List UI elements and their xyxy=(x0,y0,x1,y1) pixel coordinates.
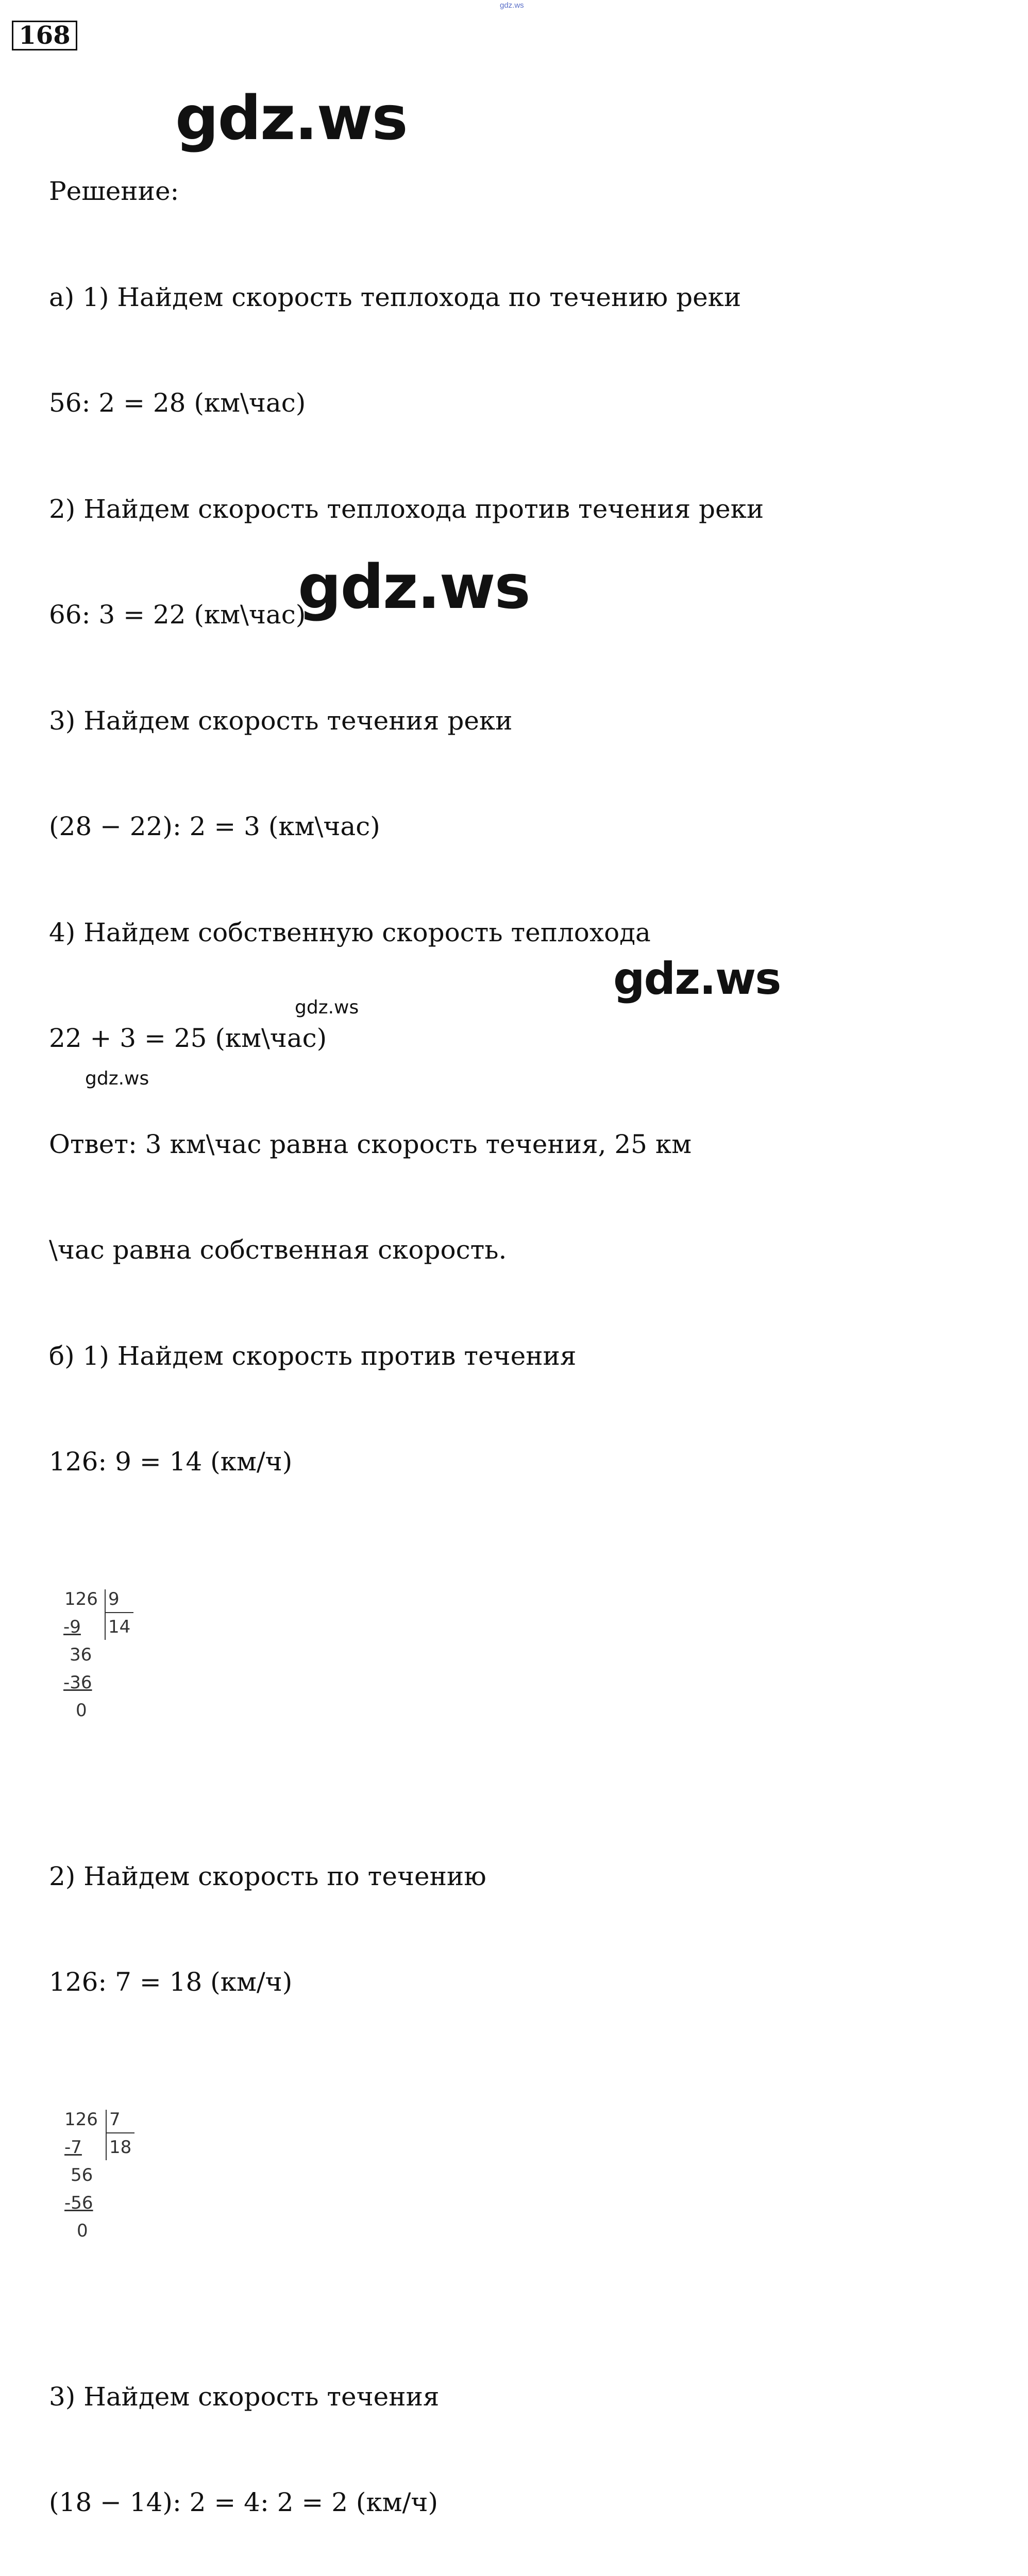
watermark-logo: gdz.ws xyxy=(85,1068,149,1089)
division-step: -56 xyxy=(64,2193,93,2213)
solution-line: 3) Найдем скорость течения xyxy=(49,2381,440,2412)
solution-line: 3) Найдем скорость течения реки xyxy=(49,705,513,736)
solution-line: а) 1) Найдем скорость теплохода по течению реки xyxy=(49,282,741,312)
solution-line: 126: 9 = 14 (км/ч) xyxy=(49,1447,293,1477)
division-step: 56 xyxy=(71,2165,93,2185)
division-quotient: 14 xyxy=(108,1617,131,1637)
division-step: -36 xyxy=(63,1672,92,1693)
long-division-1 xyxy=(49,1585,925,1753)
solution-line: 4) Найдем собственную скорость теплохода xyxy=(49,917,651,947)
division-divisor: 7 xyxy=(109,2109,121,2130)
division-remainder: 0 xyxy=(76,1700,87,1721)
answer-line: \час равна собственная скорость. xyxy=(49,1235,507,1265)
solution-line: б) 1) Найдем скорость против течения xyxy=(49,1341,577,1371)
division-step: -9 xyxy=(63,1617,81,1637)
division-vertical-bar xyxy=(106,2110,107,2160)
watermark-logo: gdz.ws xyxy=(295,997,359,1018)
solution-line: 56: 2 = 28 (км\час) xyxy=(49,388,306,418)
watermark-logo: gdz.ws xyxy=(613,953,781,1005)
solution-line: 22 + 3 = 25 (км\час) xyxy=(49,1023,327,1053)
solution-text xyxy=(49,103,925,2576)
division-step: -7 xyxy=(64,2137,82,2158)
solution-line: (18 − 14): 2 = 4: 2 = 2 (км/ч) xyxy=(49,2487,438,2517)
task-number-box: 168 xyxy=(12,21,77,50)
division-vertical-bar xyxy=(105,1589,106,1640)
division-quotient: 18 xyxy=(109,2137,132,2158)
answer-line: Ответ: 3 км\час равна скорость течения, 25 км xyxy=(49,1129,692,1159)
division-dividend: 126 xyxy=(64,2109,98,2130)
division-divisor: 9 xyxy=(108,1589,120,1609)
division-dividend: 126 xyxy=(64,1589,98,1609)
top-watermark: gdz.ws xyxy=(500,1,524,10)
solution-line: 66: 3 = 22 (км\час) xyxy=(49,600,306,630)
watermark-logo: gdz.ws xyxy=(298,551,530,622)
solution-heading: Решение: xyxy=(49,176,179,206)
solution-line: 126: 7 = 18 (км/ч) xyxy=(49,1967,293,1997)
solution-line: 2) Найдем скорость по течению xyxy=(49,1861,486,1891)
division-step: 36 xyxy=(70,1645,92,1665)
watermark-logo: gdz.ws xyxy=(175,82,407,154)
solution-line: (28 − 22): 2 = 3 (км\час) xyxy=(49,811,380,841)
solution-line: 2) Найдем скорость теплохода против течения реки xyxy=(49,494,764,524)
division-remainder: 0 xyxy=(77,2221,88,2241)
long-division-2 xyxy=(49,2106,925,2273)
